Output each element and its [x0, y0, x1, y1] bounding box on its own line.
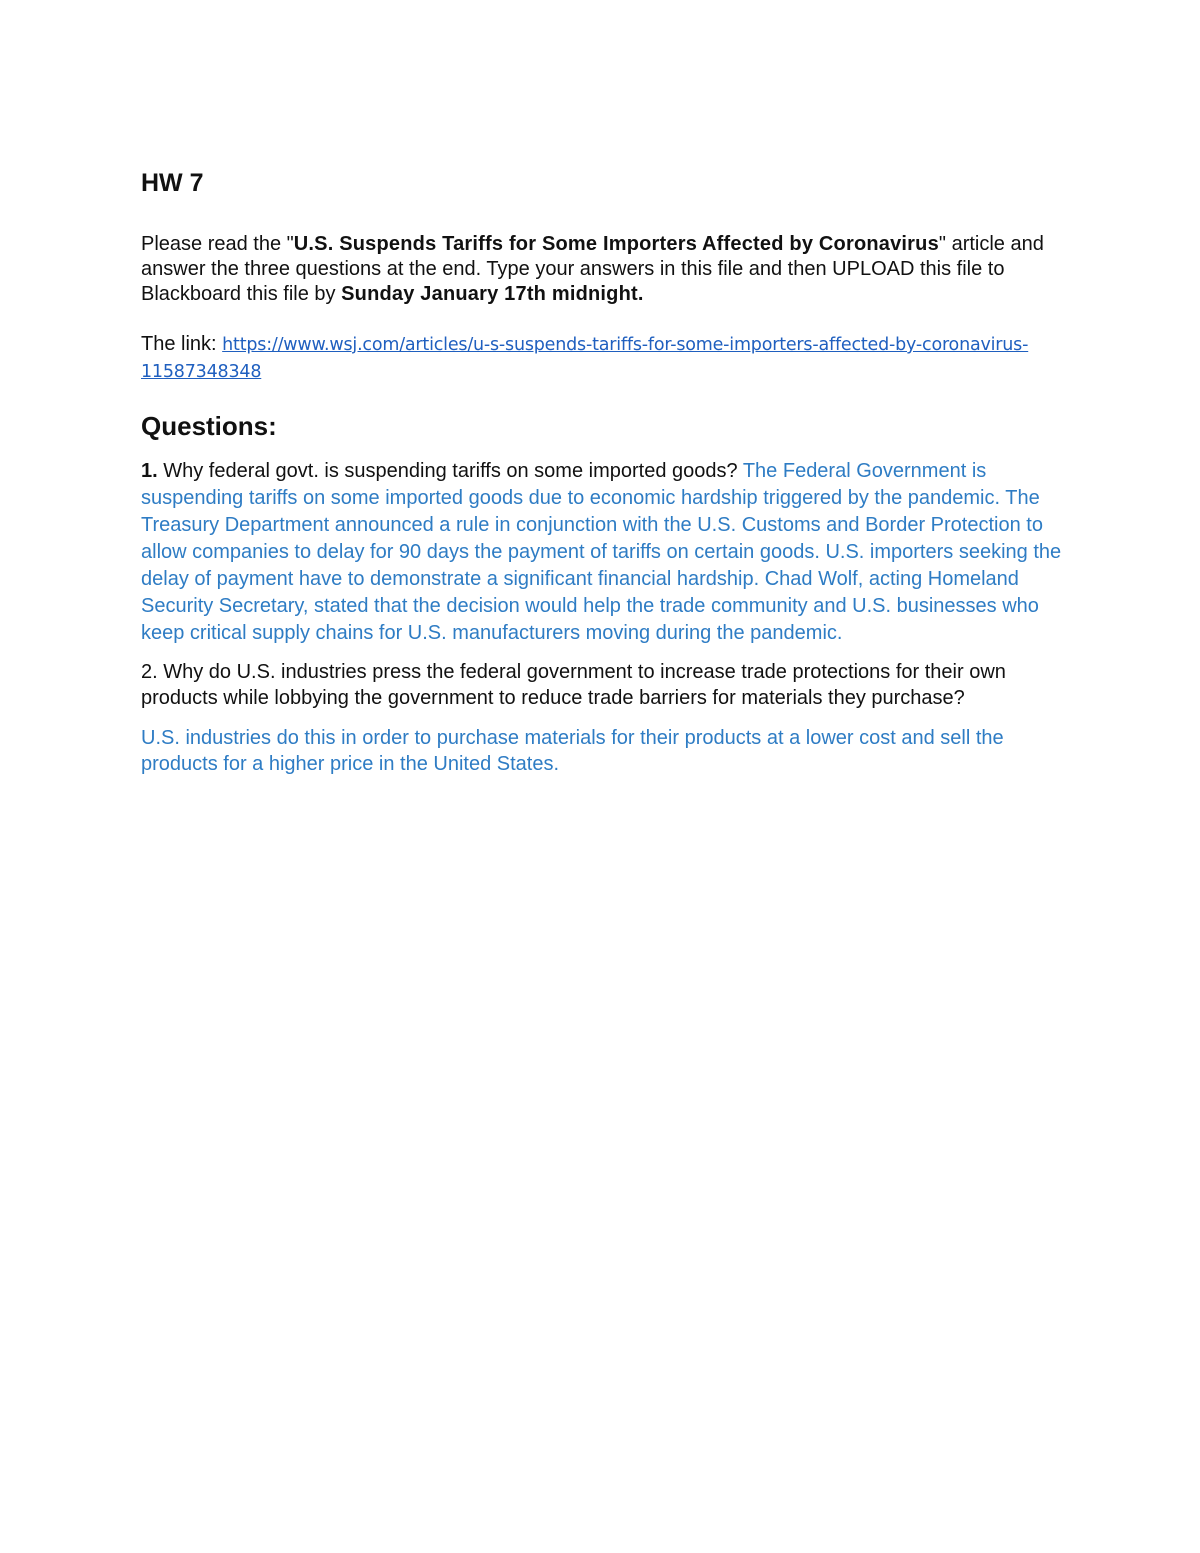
question-2-text: Why do U.S. industries press the federal government to increase trade protections for their own products while lobbying the government to reduce trade barriers for materials they purchase?	[141, 661, 1006, 710]
intro-paragraph	[141, 232, 1066, 307]
answer-1: The Federal Government is suspending tariffs on some imported goods due to economic hardship triggered by the pandemic. The Treasury Department announced a rule in conjunction with the U.S. Customs and Border Protection to allow companies to delay for 90 days the payment of tariffs on certain goods. U.S. importers seeking the delay of payment have to demonstrate a significant financial hardship. Chad Wolf, acting Homeland Security Secretary, stated that the decision would help the trade community and U.S. businesses who keep critical supply chains for U.S. manufacturers moving during the pandemic.	[141, 460, 1062, 645]
questions-heading: Questions:	[141, 411, 277, 441]
link-label: The link:	[141, 333, 223, 355]
link-paragraph	[141, 331, 1066, 385]
intro-text-1: Please read the "	[141, 233, 294, 255]
question-1-number: 1.	[141, 460, 158, 483]
document-title: HW 7	[141, 169, 204, 197]
question-1-text: Why federal govt. is suspending tariffs on some imported goods?	[157, 460, 743, 483]
deadline: Sunday January 17th midnight.	[341, 283, 644, 305]
document-page	[141, 168, 1066, 777]
article-link[interactable]: https://www.wsj.com/articles/u-s-suspends-tariffs-for-some-importers-affected-by-coronavirus-11587348348	[141, 335, 1029, 382]
article-title: U.S. Suspends Tariffs for Some Importers Affected by Coronavirus	[293, 233, 939, 255]
question-2-number: 2.	[141, 661, 158, 684]
question-1	[141, 458, 1066, 647]
intro-text-2: " article and answer the three questions at the end. Type your answers in this file and then UPLOAD this file to Blackboard this file by	[141, 233, 1044, 305]
answer-2: U.S. industries do this in order to purchase materials for their products at a lower cost and sell the products for a higher price in the United States.	[141, 727, 1004, 776]
question-2	[141, 659, 1066, 711]
